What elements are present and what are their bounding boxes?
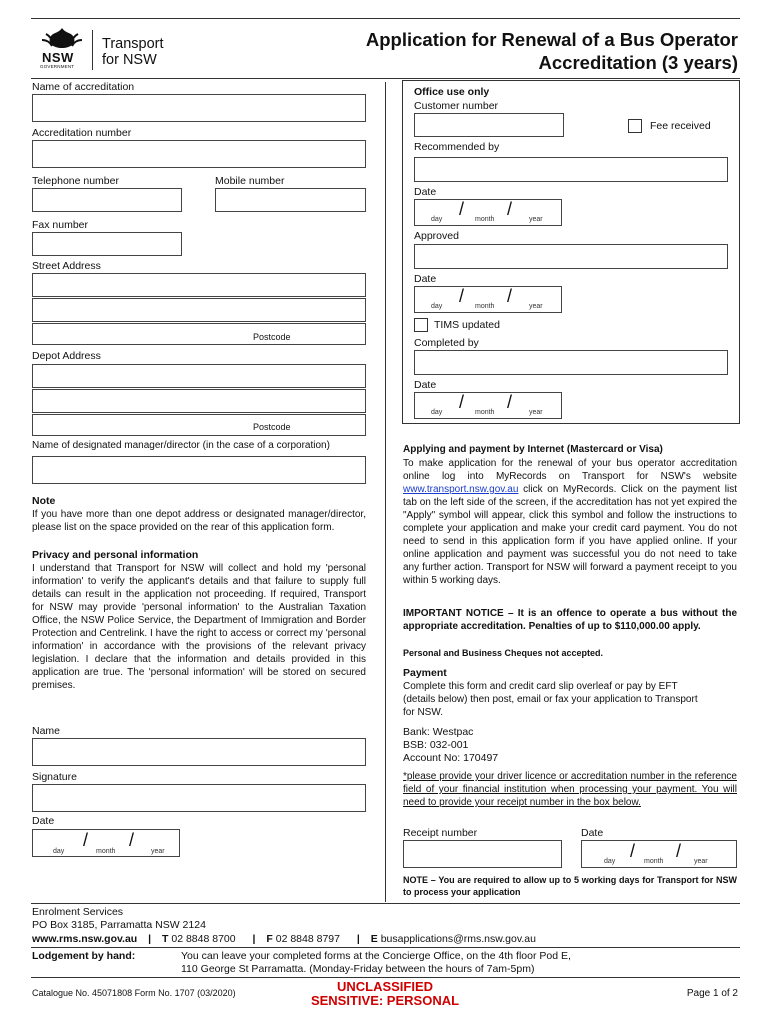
privacy-body: I understand that Transport for NSW will collect and hold my 'personal information' to verify the applicant's details and that failure to supply full details can result in the application not proceeding. If required, Transport for NSW may provide 'personal information' to the Australian Taxation Office, the NSW Police Service, the Department of Immigration and Border Protection and Centrelink. I have the right to access or correct my 'personal information' in accordance with the provisions of the relevant privacy legislation. I declare that the information and details provided in this application are true. The 'personal information' will be stored on secured premises. bbox=[32, 563, 366, 691]
fax-number-field[interactable] bbox=[32, 232, 182, 256]
designated-manager-label: Name of designated manager/director (in the case of a corporation) bbox=[32, 440, 330, 451]
cheques-notice: Personal and Business Cheques not accepted. bbox=[403, 648, 604, 658]
internet-body bbox=[403, 457, 737, 587]
footer-rule bbox=[31, 903, 740, 904]
street-address-line-1[interactable] bbox=[32, 273, 366, 297]
logo-transport: Transport bbox=[102, 36, 164, 52]
fax-number-footer: 02 8848 8797 bbox=[275, 933, 340, 945]
logo-divider bbox=[92, 30, 93, 70]
phone-label: T bbox=[162, 933, 169, 945]
recommended-by-label: Recommended by bbox=[414, 141, 500, 153]
receipt-number-field[interactable] bbox=[403, 840, 562, 868]
depot-address-line-1[interactable] bbox=[32, 364, 366, 388]
footer-rule-3 bbox=[31, 977, 740, 978]
classification-line-1: UNCLASSIFIED bbox=[336, 979, 434, 994]
month-hint: month bbox=[644, 858, 664, 865]
payment-body: Complete this form and credit card slip overleaf or pay by EFT (details below) then post, email or fax your application to Transport for NSW. bbox=[403, 681, 698, 718]
title-line-1: Application for Renewal of a Bus Operator bbox=[365, 29, 738, 50]
telephone-number-field[interactable] bbox=[32, 188, 182, 212]
separator: | bbox=[252, 933, 256, 945]
day-hint: day bbox=[604, 858, 616, 865]
designated-manager-field[interactable] bbox=[32, 456, 366, 484]
depot-address-line-2[interactable] bbox=[32, 389, 366, 413]
office-use-heading: Office use only bbox=[414, 86, 490, 98]
lodgement-label: Lodgement by hand: bbox=[32, 950, 136, 962]
customer-number-field[interactable] bbox=[414, 113, 564, 137]
fee-received-label: Fee received bbox=[650, 120, 711, 132]
completed-date-field[interactable] bbox=[414, 392, 562, 419]
lodgement-line-2: 110 George St Parramatta. (Monday-Friday between the hours of 7am-5pm) bbox=[181, 963, 535, 975]
month-hint: month bbox=[96, 848, 116, 855]
day-hint: day bbox=[431, 303, 443, 310]
fax-label: F bbox=[266, 933, 273, 945]
rms-website[interactable]: www.rms.nsw.gov.au bbox=[32, 933, 138, 945]
date-slash: / bbox=[83, 830, 89, 850]
signature-field[interactable] bbox=[32, 784, 366, 812]
date-slash: / bbox=[459, 199, 465, 219]
classification-marking bbox=[295, 980, 475, 1008]
street-postcode-label: Postcode bbox=[253, 332, 291, 342]
reference-note: *please provide your driver licence or accreditation number in the reference field of your financial institution when processing your payment. You will need to provide your receipt number in the box below. bbox=[403, 771, 737, 808]
approved-date-label: Date bbox=[414, 273, 437, 285]
tims-updated-checkbox[interactable] bbox=[414, 318, 428, 332]
footer-rule-2 bbox=[31, 947, 740, 948]
mobile-number-label: Mobile number bbox=[215, 175, 285, 187]
approved-date-field[interactable] bbox=[414, 286, 562, 313]
header-rule bbox=[31, 78, 740, 79]
nsw-logo bbox=[36, 26, 186, 74]
month-hint: month bbox=[475, 303, 495, 310]
fax-number-label: Fax number bbox=[32, 219, 89, 231]
date-field-left[interactable] bbox=[32, 829, 180, 857]
date-slash: / bbox=[507, 392, 513, 412]
catalogue-number: Catalogue No. 45071808 Form No. 1707 (03/2020) bbox=[32, 988, 236, 998]
depot-address-label: Depot Address bbox=[32, 350, 101, 362]
customer-number-label: Customer number bbox=[414, 100, 499, 112]
page-number: Page 1 of 2 bbox=[686, 988, 738, 999]
po-box: PO Box 3185, Parramatta NSW 2124 bbox=[32, 919, 206, 931]
signature-label: Signature bbox=[32, 771, 77, 783]
internet-body-post: click on MyRecords. Click on the payment list tab on the left side of the screen, if the accreditation has not yet expired the "Apply" symbol will appear, click this symbol and follow the instructions to complete your application and make your credit card payment. You do not need to send in this application form if you have applied online. If your online application and payment was successful you do not need to take any further action. Transport for NSW will forward a payment receipt to you within 5 working days. bbox=[403, 484, 738, 586]
year-hint: year bbox=[529, 409, 543, 416]
privacy-heading: Privacy and personal information bbox=[32, 549, 199, 561]
year-hint: year bbox=[529, 303, 543, 310]
bsb-number: BSB: 032-001 bbox=[403, 739, 469, 751]
separator: | bbox=[356, 933, 360, 945]
fee-received-checkbox[interactable] bbox=[628, 119, 642, 133]
email-address[interactable]: busapplications@rms.nsw.gov.au bbox=[380, 933, 536, 945]
phone-number: 02 8848 8700 bbox=[171, 933, 236, 945]
receipt-number-label: Receipt number bbox=[403, 827, 478, 839]
receipt-date-field[interactable] bbox=[581, 840, 737, 868]
lodgement-line-1: You can leave your completed forms at the Concierge Office, on the 4th floor Pod E, bbox=[181, 950, 571, 962]
internet-heading: Applying and payment by Internet (Mastercard or Visa) bbox=[403, 444, 663, 455]
internet-body-pre: To make application for the renewal of your bus operator accreditation online log into MyRecords on Transport for NSW's website bbox=[403, 458, 737, 482]
recommended-date-field[interactable] bbox=[414, 199, 562, 226]
street-address-line-2[interactable] bbox=[32, 298, 366, 322]
day-hint: day bbox=[431, 216, 443, 223]
date-label-left: Date bbox=[32, 815, 55, 827]
processing-note: NOTE – You are required to allow up to 5 working days for Transport for NSW to process your application bbox=[403, 875, 737, 897]
date-slash: / bbox=[459, 392, 465, 412]
recommended-by-field[interactable] bbox=[414, 157, 728, 182]
payment-heading: Payment bbox=[403, 667, 447, 679]
email-label: E bbox=[370, 933, 378, 945]
completed-by-label: Completed by bbox=[414, 337, 479, 349]
account-number: Account No: 170497 bbox=[403, 752, 499, 764]
name-of-accreditation-label: Name of accreditation bbox=[32, 81, 135, 93]
bank-name: Bank: Westpac bbox=[403, 726, 474, 738]
date-slash: / bbox=[676, 841, 682, 861]
day-hint: day bbox=[431, 409, 443, 416]
receipt-date-label: Date bbox=[581, 827, 604, 839]
title-line-2: Accreditation (3 years) bbox=[538, 52, 738, 73]
enrolment-services: Enrolment Services bbox=[32, 906, 124, 918]
completed-date-label: Date bbox=[414, 379, 437, 391]
telephone-number-label: Telephone number bbox=[32, 175, 119, 187]
year-hint: year bbox=[151, 848, 165, 855]
depot-postcode-label: Postcode bbox=[253, 422, 291, 432]
note-body: If you have more than one depot address or designated manager/director, please list on the space provided on the rear of this application form. bbox=[32, 509, 366, 533]
street-address-label: Street Address bbox=[32, 260, 101, 272]
top-rule bbox=[31, 18, 740, 19]
classification-line-2: SENSITIVE: PERSONAL bbox=[310, 993, 460, 1008]
accreditation-number-field[interactable] bbox=[32, 140, 366, 168]
date-slash: / bbox=[630, 841, 636, 861]
month-hint: month bbox=[475, 409, 495, 416]
street-address-line-3[interactable] bbox=[32, 323, 366, 345]
completed-by-field[interactable] bbox=[414, 350, 728, 375]
tims-updated-label: TIMS updated bbox=[434, 319, 500, 331]
contact-row bbox=[32, 933, 536, 945]
logo-nsw-text: NSW bbox=[42, 50, 74, 65]
date-slash: / bbox=[507, 199, 513, 219]
waratah-icon bbox=[40, 26, 84, 50]
column-divider bbox=[385, 82, 386, 902]
page-title bbox=[366, 28, 738, 74]
logo-government-text: GOVERNMENT bbox=[40, 64, 75, 69]
accreditation-number-label: Accreditation number bbox=[32, 127, 132, 139]
separator: | bbox=[148, 933, 152, 945]
note-heading: Note bbox=[32, 495, 56, 507]
date-slash: / bbox=[129, 830, 135, 850]
mobile-number-field[interactable] bbox=[215, 188, 366, 212]
month-hint: month bbox=[475, 216, 495, 223]
year-hint: year bbox=[694, 858, 708, 865]
logo-for-nsw: for NSW bbox=[102, 52, 157, 68]
transport-website-link[interactable]: www.transport.nsw.gov.au bbox=[403, 484, 519, 495]
name-field[interactable] bbox=[32, 738, 366, 766]
date-slash: / bbox=[459, 286, 465, 306]
day-hint: day bbox=[53, 848, 65, 855]
approved-label: Approved bbox=[414, 230, 459, 242]
date-slash: / bbox=[507, 286, 513, 306]
name-label: Name bbox=[32, 725, 61, 737]
depot-address-line-3[interactable] bbox=[32, 414, 366, 436]
approved-field[interactable] bbox=[414, 244, 728, 269]
recommended-date-label: Date bbox=[414, 186, 437, 198]
important-notice: IMPORTANT NOTICE – It is an offence to operate a bus without the appropriate accreditation. Penalties of up to $110,000.00 apply. bbox=[403, 608, 737, 632]
name-of-accreditation-field[interactable] bbox=[32, 94, 366, 122]
year-hint: year bbox=[529, 216, 543, 223]
